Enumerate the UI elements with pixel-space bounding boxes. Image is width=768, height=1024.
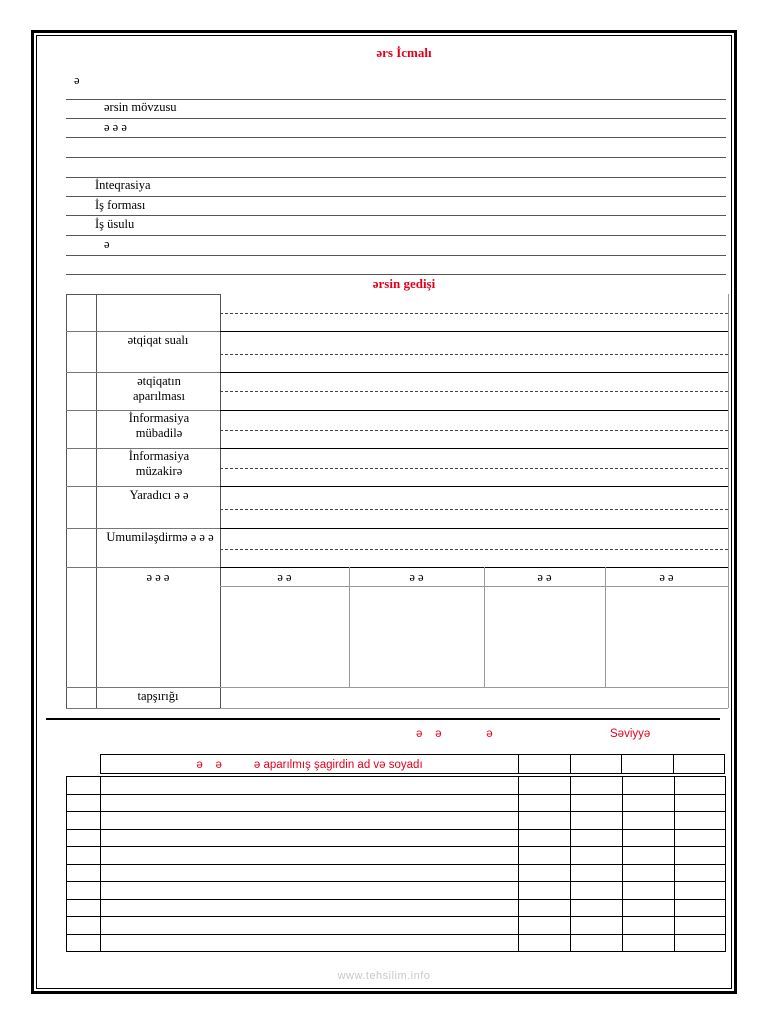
- level-cell: [623, 812, 675, 830]
- level-cell: [519, 917, 571, 935]
- rule-line: [66, 118, 726, 119]
- student-row: [67, 882, 726, 900]
- row-number-cell: [67, 864, 101, 882]
- rule-line: [66, 157, 726, 158]
- homework-label: tapşırığı: [137, 689, 179, 703]
- level-cell: [571, 812, 623, 830]
- level-cell: [623, 917, 675, 935]
- evaluation-heading: ə ə ə: [416, 728, 493, 740]
- row-number-cell: [67, 917, 101, 935]
- first-line-label: ə: [74, 73, 80, 87]
- student-row: [67, 847, 726, 865]
- student-name-cell: [100, 777, 518, 795]
- student-name-cell: [100, 847, 518, 865]
- evaluation-header-row: [100, 754, 725, 774]
- rule-line: [66, 196, 726, 197]
- row-number-cell: [67, 777, 101, 795]
- level-cell: [519, 864, 571, 882]
- integration-label: İnteqrasiya: [95, 178, 151, 192]
- level-heading: Səviyyə: [610, 728, 651, 740]
- student-row: [67, 812, 726, 830]
- level-cell: [675, 812, 726, 830]
- row-number-cell: [67, 882, 101, 900]
- rule-line: [66, 255, 726, 256]
- student-name-cell: [100, 829, 518, 847]
- level-cell: [571, 899, 623, 917]
- research-conduct-label: ətqiqatın aparılması: [132, 374, 186, 403]
- section-divider: [46, 718, 720, 720]
- level-cell: [519, 777, 571, 795]
- level-cell: [623, 777, 675, 795]
- level-cell: [519, 882, 571, 900]
- level-cell: [623, 794, 675, 812]
- level-cell: [519, 847, 571, 865]
- student-row: [67, 899, 726, 917]
- rule-line: [66, 235, 726, 236]
- rule-line: [66, 177, 726, 178]
- level-cell: [571, 917, 623, 935]
- level-cell: [623, 864, 675, 882]
- info-discussion-label: İnformasiya müzakirə: [128, 449, 190, 478]
- assessment-column-header: ə ə: [277, 570, 292, 584]
- level-cell: [675, 794, 726, 812]
- lesson-flow-title: ərsin gedişi: [372, 276, 436, 291]
- row-number-cell: [67, 847, 101, 865]
- row-number-cell: [67, 794, 101, 812]
- assessment-column-header: ə ə: [659, 570, 674, 584]
- level-cell: [519, 812, 571, 830]
- level-cell: [623, 934, 675, 952]
- level-cell: [571, 847, 623, 865]
- level-cell: [675, 882, 726, 900]
- rule-line: [66, 274, 726, 275]
- student-row: [67, 864, 726, 882]
- assessment-column-header: ə ə: [409, 570, 424, 584]
- student-row: [67, 917, 726, 935]
- student-row: [67, 777, 726, 795]
- student-row: [67, 829, 726, 847]
- level-cell: [571, 864, 623, 882]
- student-name-cell: [100, 882, 518, 900]
- level-cell: [623, 882, 675, 900]
- level-cell: [623, 847, 675, 865]
- row-number-cell: [67, 899, 101, 917]
- rule-line: [66, 137, 726, 138]
- generalization-label: Umumiləşdirmə ə ə ə: [106, 530, 214, 544]
- level-cell: [675, 847, 726, 865]
- row-number-cell: [67, 829, 101, 847]
- rule-line: [66, 215, 726, 216]
- student-name-cell: [100, 794, 518, 812]
- level-cell: [675, 917, 726, 935]
- field-label: ə ə ə: [104, 120, 127, 134]
- level-cell: [519, 899, 571, 917]
- level-cell: [675, 899, 726, 917]
- level-cell: [571, 934, 623, 952]
- student-name-header: ə ə ə aparılmış şagirdin ad və soyadı: [101, 755, 519, 774]
- level-cell: [519, 934, 571, 952]
- student-name-cell: [100, 864, 518, 882]
- student-name-cell: [100, 934, 518, 952]
- student-name-cell: [100, 812, 518, 830]
- level-cell: [623, 899, 675, 917]
- student-row: [67, 794, 726, 812]
- field-label: ə: [104, 237, 110, 251]
- info-exchange-label: İnformasiya mübadilə: [128, 411, 190, 440]
- level-cell: [675, 777, 726, 795]
- level-cell: [571, 777, 623, 795]
- student-row: [67, 934, 726, 952]
- row-number-cell: [67, 812, 101, 830]
- topic-label: ərsin mövzusu: [104, 100, 177, 114]
- student-evaluation-table: [66, 776, 726, 952]
- row-number-cell: [67, 934, 101, 952]
- lesson-summary-title: ərs İcmalı: [376, 45, 432, 60]
- level-cell: [675, 934, 726, 952]
- level-cell: [519, 829, 571, 847]
- footer-watermark: www.tehsilim.info: [337, 970, 431, 982]
- assessment-column-header: ə ə: [537, 570, 552, 584]
- student-name-cell: [100, 917, 518, 935]
- work-form-label: İş forması: [95, 198, 146, 212]
- level-cell: [519, 794, 571, 812]
- level-cell: [571, 829, 623, 847]
- creative-application-label: Yaradıcı ə ə: [129, 488, 189, 502]
- level-cell: [623, 829, 675, 847]
- student-name-cell: [100, 899, 518, 917]
- level-cell: [675, 864, 726, 882]
- level-cell: [571, 882, 623, 900]
- assessment-label: ə ə ə: [146, 570, 170, 584]
- work-method-label: İş üsulu: [95, 217, 135, 231]
- level-cell: [675, 829, 726, 847]
- level-cell: [571, 794, 623, 812]
- research-question-label: ətqiqat sualı: [127, 333, 189, 347]
